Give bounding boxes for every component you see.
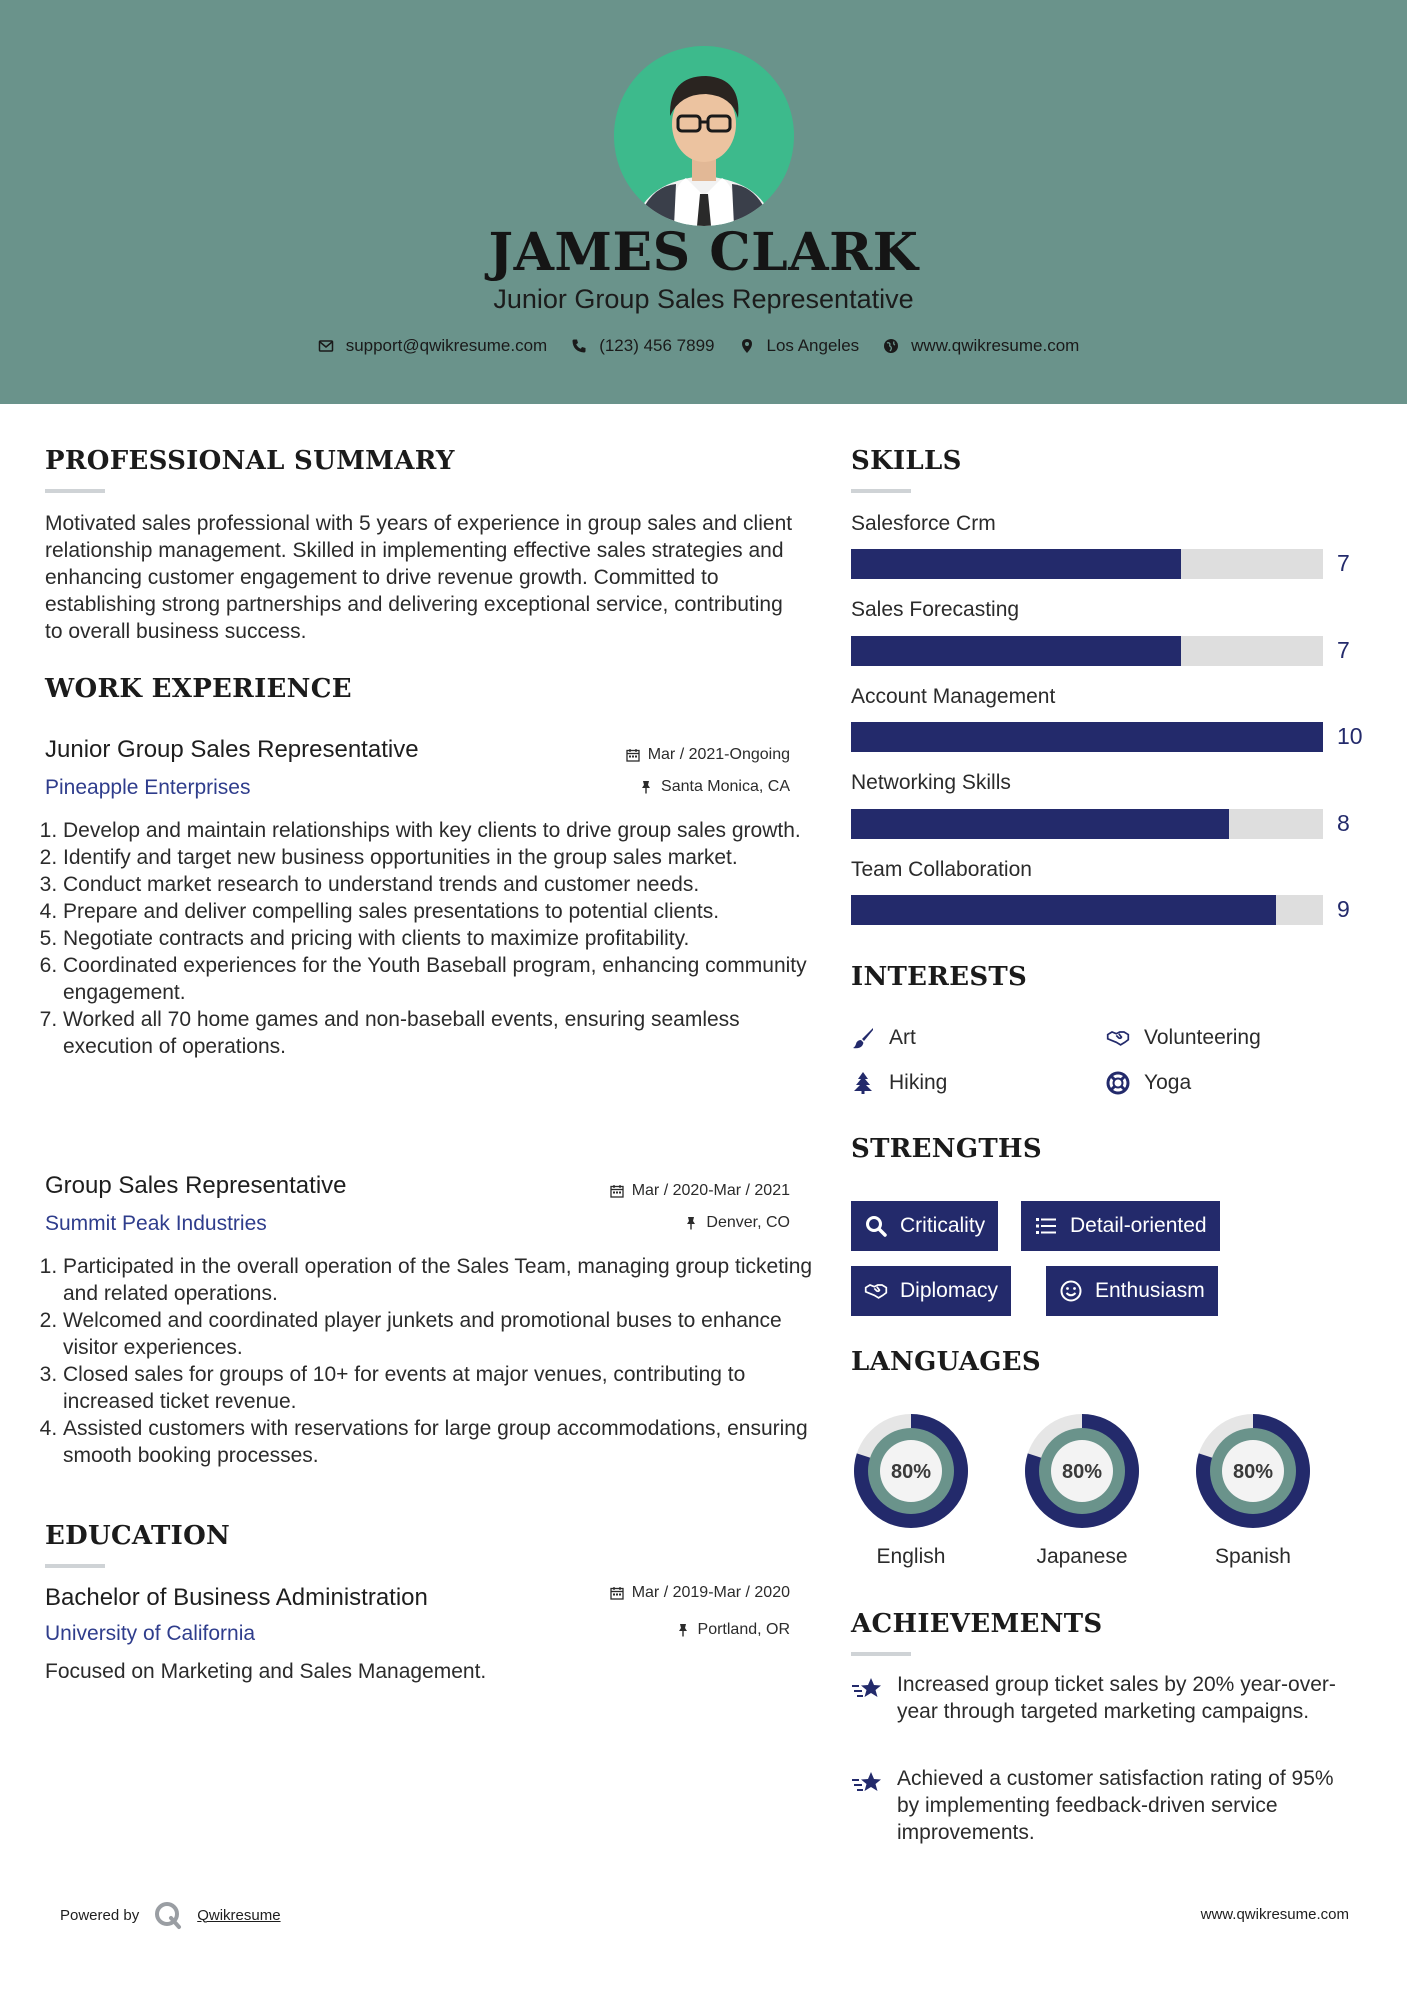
achievement-text: Achieved a customer satisfaction rating of 95% by implementing feedback-driven service improvements. [897,1767,1334,1844]
language-name: English [876,1545,946,1568]
skill-label: Networking Skills [851,771,1011,794]
footer-url[interactable]: www.qwikresume.com [1200,1906,1349,1923]
achievements-underline [851,1652,911,1656]
interest-label: Yoga [1144,1071,1192,1094]
skill-bar-fill [851,809,1229,839]
job-location-text: Denver, CO [706,1214,790,1231]
duty-item: 3. Conduct market research to understand trends and customer needs. [63,871,815,898]
job-title: Junior Group Sales Representative [45,736,419,763]
interest-label: Volunteering [1144,1026,1261,1049]
duty-item: 7. Worked all 70 home games and non-baseball events, ensuring seamless execution of operations. [63,1006,815,1060]
job-duties [45,1253,815,1469]
language-ring-english [848,1408,974,1534]
achievement-item [851,1671,1341,1725]
achievements-heading: ACHIEVEMENTS [851,1609,1103,1639]
duty-item: 1. Participated in the overall operation of the Sales Team, managing group ticketing and related operations. [63,1253,815,1307]
school-name: University of California [45,1622,256,1645]
handshake-icon [1106,1026,1130,1050]
shooting-star-icon [851,1769,883,1797]
skill-value: 10 [1337,723,1363,749]
paintbrush-icon [851,1026,875,1050]
skill-bar-fill [851,895,1276,925]
achievement-item [851,1765,1341,1846]
education-dates-text: Mar / 2019-Mar / 2020 [631,1584,790,1601]
calendar-icon [610,1586,624,1600]
strength-label: Enthusiasm [1095,1279,1205,1302]
job-title: Group Sales Representative [45,1172,347,1199]
brand-link[interactable]: Qwikresume [197,1906,281,1924]
map-marker-icon [739,338,755,354]
language-percent: 80% [1061,1461,1103,1483]
job-location-text: Santa Monica, CA [661,778,790,795]
summary-heading: PROFESSIONAL SUMMARY [45,446,455,476]
duty-item: 1. Develop and maintain relationships with key clients to drive group sales growth. [63,817,815,844]
skill-bar-fill [851,722,1323,752]
experience-heading: WORK EXPERIENCE [45,674,352,704]
language-ring-spanish [1190,1408,1316,1534]
duty-item: 2. Welcomed and coordinated player junkets and promotional buses to enhance visitor experiences. [63,1307,815,1361]
skill-label: Team Collaboration [851,858,1032,881]
list-icon [1034,1214,1058,1238]
language-percent: 80% [1232,1461,1274,1483]
degree-title: Bachelor of Business Administration [45,1584,428,1611]
interest-label: Hiking [889,1071,948,1094]
pushpin-icon [676,1623,690,1637]
skill-label: Account Management [851,685,1056,708]
phone-icon [571,338,587,354]
job-location [520,778,790,796]
strength-chip-detail-oriented [1021,1201,1220,1251]
pushpin-icon [639,780,653,794]
phone-text: (123) 456 7899 [599,336,715,355]
interest-art [851,1026,916,1050]
job-dates-text: Mar / 2020-Mar / 2021 [631,1182,790,1199]
powered-by-text: Powered by [60,1906,140,1924]
strength-chip-criticality [851,1201,998,1251]
language-name: Spanish [1215,1545,1291,1568]
avatar [614,46,794,226]
achievement-text: Increased group ticket sales by 20% year-over-year through targeted marketing campaigns. [897,1673,1336,1723]
education-note: Focused on Marketing and Sales Management. [45,1660,487,1683]
tree-icon [851,1071,875,1095]
education-underline [45,1564,105,1568]
job-dates-text: Mar / 2021-Ongoing [647,746,790,763]
company-name: Pineapple Enterprises [45,776,251,799]
qwikresume-logo-icon [153,1900,183,1930]
handshake-icon [864,1279,888,1303]
interest-yoga [1106,1071,1191,1095]
job-duties [45,817,815,1060]
skill-label: Salesforce Crm [851,512,996,535]
skill-bar [851,636,1323,666]
pushpin-icon [684,1216,698,1230]
globe-icon [883,338,899,354]
skill-value: 9 [1337,896,1350,922]
contact-phone[interactable] [571,336,714,356]
search-icon [864,1214,888,1238]
skill-value: 8 [1337,810,1350,836]
strengths-heading: STRENGTHS [851,1134,1042,1164]
duty-item: 2. Identify and target new business opportunities in the group sales market. [63,844,815,871]
skill-bar [851,895,1323,925]
candidate-title: Junior Group Sales Representative [493,284,914,314]
job-location [520,1214,790,1232]
duty-item: 6. Coordinated experiences for the Youth Baseball program, enhancing community engagement. [63,952,815,1006]
contact-location [739,336,860,356]
email-text: support@qwikresume.com [345,336,548,355]
skill-bar [851,722,1323,752]
contact-row [0,336,1407,356]
interest-volunteering [1106,1026,1261,1050]
skill-bar-fill [851,636,1181,666]
education-dates [520,1584,790,1602]
skills-heading: SKILLS [851,446,962,476]
interest-label: Art [889,1026,916,1049]
lifering-icon [1106,1071,1130,1095]
contact-email[interactable] [318,336,548,356]
education-heading: EDUCATION [45,1521,231,1551]
company-name: Summit Peak Industries [45,1212,267,1235]
language-percent: 80% [890,1461,932,1483]
shooting-star-icon [851,1675,883,1703]
website-text: www.qwikresume.com [911,336,1080,355]
skill-bar-fill [851,549,1181,579]
education-location-text: Portland, OR [697,1621,790,1638]
strength-label: Detail-oriented [1070,1214,1207,1237]
duty-item: 5. Negotiate contracts and pricing with clients to maximize profitability. [63,925,815,952]
contact-website[interactable] [883,336,1079,356]
calendar-icon [610,1184,624,1198]
language-name: Japanese [1036,1545,1128,1568]
duty-item: 4. Assisted customers with reservations for large group accommodations, ensuring smooth booking processes. [63,1415,815,1469]
strength-chip-enthusiasm [1046,1266,1218,1316]
skill-value: 7 [1337,637,1350,663]
envelope-icon [318,338,334,354]
education-location [520,1621,790,1639]
summary-underline [45,489,105,493]
skill-bar [851,809,1323,839]
calendar-icon [626,748,640,762]
strength-chip-diplomacy [851,1266,1011,1316]
resume-header [0,0,1407,404]
interests-heading: INTERESTS [851,962,1028,992]
skills-underline [851,489,911,493]
skill-value: 7 [1337,550,1350,576]
skill-label: Sales Forecasting [851,598,1020,621]
footer-powered-by [60,1900,281,1930]
location-text: Los Angeles [766,336,860,355]
candidate-name: JAMES CLARK [488,222,919,283]
duty-item: 3. Closed sales for groups of 10+ for events at major venues, contributing to increased ticket revenue. [63,1361,815,1415]
duty-item: 4. Prepare and deliver compelling sales presentations to potential clients. [63,898,815,925]
job-dates [520,746,790,764]
summary-text: Motivated sales professional with 5 years of experience in group sales and client relationship management. Skilled in implementing effective sales strategies and enhancing customer engagement to drive revenue growth. Committed to establishing strong partnerships and delivering exceptional service, contributing to overall business success. [45,512,793,643]
strength-label: Diplomacy [900,1279,999,1302]
languages-heading: LANGUAGES [851,1347,1041,1377]
interest-hiking [851,1071,947,1095]
strength-label: Criticality [900,1214,986,1237]
person-photo-icon [614,46,794,226]
job-dates [520,1182,790,1200]
smile-icon [1059,1279,1083,1303]
language-ring-japanese [1019,1408,1145,1534]
skill-bar [851,549,1323,579]
